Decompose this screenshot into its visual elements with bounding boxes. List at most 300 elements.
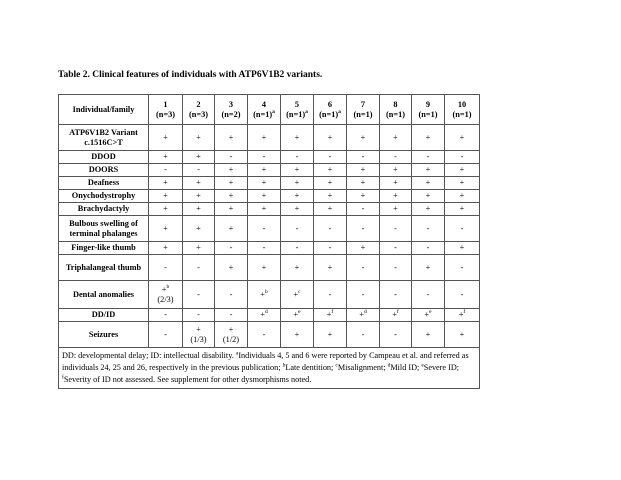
table-cell [445, 309, 480, 322]
table-cell [183, 190, 215, 203]
cell-value: + [459, 329, 465, 339]
table-cell [281, 177, 314, 190]
cell-value: + [163, 223, 168, 233]
table-cell [347, 216, 380, 242]
cell-value: - [460, 152, 464, 162]
header-cell-5 [281, 95, 314, 125]
table-cell [445, 255, 480, 281]
table-cell [248, 125, 281, 151]
cell-value: - [197, 262, 200, 272]
table-row [59, 322, 480, 348]
table-cell [149, 242, 183, 255]
superscript-marker: c [335, 362, 338, 369]
table-cell [314, 125, 347, 151]
cell-value: - [164, 329, 167, 339]
table-cell [215, 190, 248, 203]
cell-value: + [327, 165, 333, 175]
table-cell [248, 177, 281, 190]
table-row [59, 242, 480, 255]
cell-value: + [294, 204, 300, 214]
cell-value: - [262, 152, 266, 162]
header-cell-2 [183, 95, 215, 125]
table-cell [248, 322, 281, 348]
table-cell [183, 309, 215, 322]
table-cell [183, 242, 215, 255]
table-cell [412, 322, 445, 348]
table-cell [347, 177, 380, 190]
cell-value: +$^b$ [161, 284, 170, 294]
header-cell-4 [248, 95, 281, 125]
table-cell [412, 216, 445, 242]
header-count: (n=1)$^a$ [253, 108, 275, 119]
cell-value: + [425, 329, 431, 339]
table-cell [248, 190, 281, 203]
table-cell [281, 125, 314, 151]
table-cell [149, 281, 183, 309]
table-cell [314, 164, 347, 177]
cell-value: - [460, 262, 464, 272]
table-cell [281, 164, 314, 177]
table-cell [380, 255, 412, 281]
header-cell-3 [215, 95, 248, 125]
table-header-row [59, 95, 480, 125]
cell-value: + [228, 178, 234, 188]
table-cell [183, 281, 215, 309]
superscript-marker: d [363, 309, 367, 316]
row-label: DD/ID [59, 309, 149, 322]
superscript-marker: a [338, 108, 341, 115]
table-cell [412, 177, 445, 190]
row-label: DDOD [59, 151, 149, 164]
table-cell [215, 151, 248, 164]
cell-value: + [294, 262, 300, 272]
row-label: Bulbous swelling of terminal phalanges [59, 216, 149, 242]
header-count: (n=1) [353, 109, 373, 119]
table-cell [412, 164, 445, 177]
cell-value: + [228, 262, 234, 272]
superscript-marker: f [396, 309, 399, 316]
header-number: 9 [425, 99, 431, 109]
table-cell [281, 151, 314, 164]
superscript-marker: e [421, 362, 424, 369]
superscript-marker: b [264, 288, 268, 295]
cell-value: + [196, 243, 201, 253]
cell-value: - [426, 289, 430, 299]
table-cell [347, 242, 380, 255]
table-cell [183, 125, 215, 151]
table-row [59, 125, 480, 151]
table-cell [412, 255, 445, 281]
cell-value: + [196, 191, 201, 201]
clinical-features-table [58, 94, 480, 389]
cell-value: + [327, 262, 333, 272]
table-cell [215, 164, 248, 177]
table-cell [380, 164, 412, 177]
cell-value: - [394, 289, 397, 299]
superscript-marker: f [331, 309, 334, 316]
cell-value: - [262, 243, 266, 253]
table-cell [445, 216, 480, 242]
header-count: (n=3) [188, 109, 209, 119]
cell-value: + [261, 178, 267, 188]
cell-value: + [228, 204, 234, 214]
header-number: 1 [163, 99, 168, 109]
cell-value: + [196, 152, 201, 162]
cell-value: - [229, 310, 233, 320]
table-cell [183, 177, 215, 190]
table-cell [149, 190, 183, 203]
table-cell [445, 203, 480, 216]
cell-value: +$^f$ [326, 309, 334, 320]
cell-value: + [425, 204, 431, 214]
table-cell [149, 255, 183, 281]
superscript-marker: f [463, 309, 466, 316]
table-cell [248, 309, 281, 322]
table-cell [347, 164, 380, 177]
table-cell [183, 255, 215, 281]
table-cell [314, 255, 347, 281]
header-number: 10 [457, 99, 467, 109]
cell-value: - [262, 329, 266, 339]
row-label: ATP6V1B2 Variant c.1516C>T [59, 125, 149, 151]
header-count: (n=1)$^a$ [319, 108, 341, 119]
row-label: DOORS [59, 164, 149, 177]
cell-value: + [294, 165, 300, 175]
superscript-marker: e [429, 309, 432, 316]
table-cell [445, 322, 480, 348]
table-cell [412, 125, 445, 151]
cell-value: + [425, 165, 431, 175]
table-cell [215, 255, 248, 281]
header-number: 6 [327, 99, 333, 109]
cell-value: + [196, 324, 201, 334]
table-cell [149, 322, 183, 348]
cell-value: - [164, 310, 167, 320]
cell-value: + [327, 204, 333, 214]
table-cell [281, 203, 314, 216]
row-label: Dental anomalies [59, 281, 149, 309]
header-count: (n=1) [452, 109, 472, 119]
cell-value: + [228, 132, 234, 142]
header-cell-7 [347, 95, 380, 125]
table-cell [380, 190, 412, 203]
cell-value: - [229, 152, 233, 162]
table-cell [380, 322, 412, 348]
table-cell [248, 242, 281, 255]
cell-value: +$^d$ [359, 309, 367, 320]
header-number: 4 [261, 99, 267, 109]
table-cell [183, 151, 215, 164]
header-count: (n=3) [155, 109, 176, 119]
cell-value: + [163, 152, 168, 162]
cell-value: +$^b$ [260, 288, 268, 299]
cell-value: + [163, 191, 168, 201]
cell-value: + [228, 165, 234, 175]
table-cell [380, 216, 412, 242]
cell-value: - [460, 223, 464, 233]
cell-value: - [295, 243, 299, 253]
cell-value: + [360, 132, 366, 142]
cell-value: + [393, 165, 398, 175]
cell-value: + [459, 165, 465, 175]
header-cell-6 [314, 95, 347, 125]
header-number: 7 [360, 99, 366, 109]
cell-value: - [328, 223, 332, 233]
cell-value: + [196, 204, 201, 214]
cell-value: + [228, 324, 234, 334]
cell-value: - [197, 289, 200, 299]
cell-value: + [459, 204, 465, 214]
header-cell-9 [412, 95, 445, 125]
table-cell [248, 255, 281, 281]
header-count: (n=1) [418, 109, 438, 119]
footnote-row [59, 348, 480, 389]
table-cell [215, 177, 248, 190]
cell-value: + [327, 178, 333, 188]
table-row [59, 203, 480, 216]
table-cell [412, 190, 445, 203]
cell-value: + [261, 165, 267, 175]
cell-value: - [394, 262, 397, 272]
table-cell [380, 242, 412, 255]
table-caption: Table 2. Clinical features of individuals with ATP6V1B2 variants. [58, 70, 323, 80]
table-cell [183, 164, 215, 177]
cell-value: + [393, 204, 398, 214]
cell-value: + [294, 329, 300, 339]
cell-value: + [360, 243, 366, 253]
cell-value: +$^f$ [458, 309, 466, 320]
cell-value: - [197, 165, 200, 175]
table-cell [314, 242, 347, 255]
cell-count: (1/3) [190, 334, 207, 344]
table-cell [215, 309, 248, 322]
table-row [59, 216, 480, 242]
table-cell [412, 309, 445, 322]
table-cell [314, 151, 347, 164]
row-label: Triphalangeal thumb [59, 255, 149, 281]
cell-value: + [196, 132, 201, 142]
cell-value: + [393, 178, 398, 188]
table-cell [314, 216, 347, 242]
superscript-marker: e [298, 309, 301, 316]
table-cell [281, 242, 314, 255]
table-cell [149, 125, 183, 151]
cell-value: - [164, 165, 167, 175]
row-label: Deafness [59, 177, 149, 190]
table-cell [248, 216, 281, 242]
cell-value: - [197, 310, 200, 320]
cell-value: + [360, 191, 366, 201]
cell-value: + [393, 191, 398, 201]
table-cell [183, 216, 215, 242]
cell-value: + [228, 191, 234, 201]
cell-value: - [229, 243, 233, 253]
cell-value: - [460, 289, 464, 299]
header-cell-10 [445, 95, 480, 125]
table-cell [281, 190, 314, 203]
table-cell [380, 125, 412, 151]
table-cell [149, 309, 183, 322]
table-cell [347, 203, 380, 216]
cell-value: - [361, 329, 365, 339]
cell-value: +$^e$ [424, 309, 432, 320]
cell-value: - [361, 152, 365, 162]
cell-value: + [163, 243, 168, 253]
superscript-marker: d [264, 309, 268, 316]
cell-value: + [327, 191, 333, 201]
table-cell [281, 216, 314, 242]
header-number: 2 [196, 99, 201, 109]
table-row [59, 190, 480, 203]
table-cell [445, 125, 480, 151]
table-cell [445, 281, 480, 309]
table-row [59, 164, 480, 177]
table-cell [281, 309, 314, 322]
cell-value: + [294, 178, 300, 188]
table-cell [412, 151, 445, 164]
table-cell [380, 151, 412, 164]
table-row [59, 281, 480, 309]
header-count: (n=2) [221, 109, 241, 119]
cell-value: - [328, 289, 332, 299]
table-cell [183, 203, 215, 216]
table-cell [215, 216, 248, 242]
cell-value: + [327, 329, 333, 339]
table-cell [215, 242, 248, 255]
table-footnote: DD: developmental delay; ID: intellectual disability. $^a$Individuals 4, 5 and 6 were reported by Campeau et al. and referred as individuals 24, 25 and 26, respectively in the previous publication; $^b$Late dentition; $^c$Misalignment; $^d$Mild ID; $^e$Severe ID; $^f$Severity of ID not assessed. See supplement for other dysmorphisms noted. [59, 348, 480, 389]
cell-value: +$^d$ [260, 309, 268, 320]
superscript-marker: d [387, 362, 391, 369]
table-cell [149, 203, 183, 216]
cell-value: + [196, 178, 201, 188]
table-row [59, 255, 480, 281]
table-cell [314, 177, 347, 190]
table-cell [281, 322, 314, 348]
cell-value: - [394, 329, 397, 339]
cell-value: - [426, 152, 430, 162]
superscript-marker: b [282, 362, 286, 369]
table-row [59, 177, 480, 190]
cell-value: + [393, 132, 398, 142]
row-label: Brachydactyly [59, 203, 149, 216]
cell-value: - [361, 289, 365, 299]
table-cell [347, 190, 380, 203]
table-cell [445, 177, 480, 190]
cell-value: - [262, 223, 266, 233]
header-number: 3 [228, 99, 234, 109]
header-number: 8 [393, 99, 398, 109]
cell-value: + [196, 223, 201, 233]
table-cell [149, 151, 183, 164]
row-label: Seizures [59, 322, 149, 348]
cell-value: + [360, 165, 366, 175]
cell-value: + [459, 132, 465, 142]
row-label: Finger-like thumb [59, 242, 149, 255]
table-cell [380, 177, 412, 190]
superscript-marker: b [166, 284, 170, 291]
table-cell [380, 281, 412, 309]
cell-value: + [228, 223, 234, 233]
header-label-cell: Individual/family [59, 95, 149, 125]
cell-value: - [229, 289, 233, 299]
cell-count: (2/3) [157, 294, 174, 304]
table-cell [412, 203, 445, 216]
cell-value: - [361, 223, 365, 233]
table-cell [248, 164, 281, 177]
cell-value: + [163, 204, 168, 214]
table-cell [215, 125, 248, 151]
table-cell [380, 309, 412, 322]
table-cell [347, 322, 380, 348]
cell-value: + [459, 191, 465, 201]
cell-value: - [328, 152, 332, 162]
cell-count: (1/2) [222, 334, 240, 344]
cell-value: - [394, 152, 397, 162]
superscript-marker: f [62, 374, 64, 381]
table-cell [314, 322, 347, 348]
table-row [59, 151, 480, 164]
table-cell [215, 203, 248, 216]
cell-value: +$^e$ [293, 309, 301, 320]
cell-value: - [164, 262, 167, 272]
table-row [59, 309, 480, 322]
cell-value: - [394, 223, 397, 233]
cell-value: + [327, 132, 333, 142]
superscript-marker: a [235, 350, 239, 357]
header-cell-8 [380, 95, 412, 125]
cell-value: + [294, 191, 300, 201]
table-cell [445, 242, 480, 255]
table-cell [314, 309, 347, 322]
cell-value: + [163, 178, 168, 188]
table-cell [347, 125, 380, 151]
table-cell [347, 151, 380, 164]
table-cell [215, 281, 248, 309]
table-cell [149, 177, 183, 190]
header-count: (n=1) [385, 109, 406, 119]
cell-value: + [425, 132, 431, 142]
cell-value: + [425, 191, 431, 201]
cell-value: + [425, 178, 431, 188]
row-label: Onychodystrophy [59, 190, 149, 203]
cell-value: - [361, 204, 365, 214]
cell-value: + [360, 178, 366, 188]
cell-value: + [261, 262, 267, 272]
cell-value: - [295, 152, 299, 162]
cell-value: + [261, 132, 267, 142]
table-cell [314, 203, 347, 216]
header-cell-1 [149, 95, 183, 125]
table-cell [380, 203, 412, 216]
table-cell [281, 255, 314, 281]
cell-value: + [261, 204, 267, 214]
table-cell [314, 190, 347, 203]
table-cell [445, 190, 480, 203]
superscript-marker: a [272, 108, 275, 115]
header-count: (n=1)$^a$ [286, 108, 308, 119]
table-cell [215, 322, 248, 348]
cell-value: - [394, 243, 397, 253]
cell-value: + [459, 243, 465, 253]
table-cell [445, 164, 480, 177]
cell-value: - [295, 223, 299, 233]
table-cell [281, 281, 314, 309]
cell-value: + [425, 262, 431, 272]
table-cell [412, 242, 445, 255]
cell-value: + [294, 132, 300, 142]
table-cell [248, 151, 281, 164]
cell-value: + [163, 132, 168, 142]
